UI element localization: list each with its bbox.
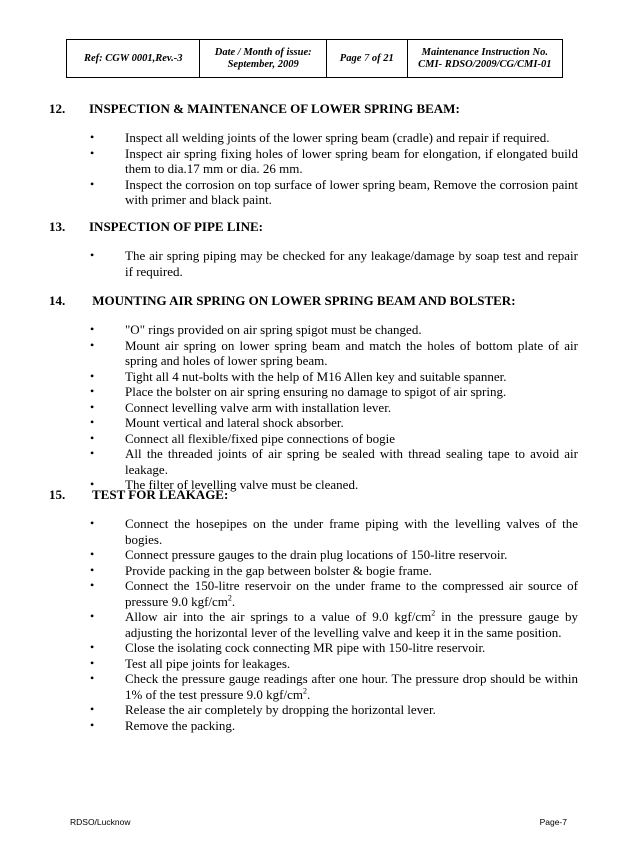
section-heading [49,101,578,117]
list-item: • Connect pressure gauges to the drain plug locations of 150-litre reservoir. [90,547,508,562]
instruction-cell [408,40,562,77]
bullet-icon: • [90,430,95,445]
list-item: • The air spring piping may be checked for any leakage/damage by soap test and repair if required. [90,248,578,279]
section-13-list [49,248,578,279]
page-prefix: Page [339,52,362,64]
bullet-icon: • [90,368,95,383]
list-item: • Allow air into the air springs to a value of 9.0 kgf/$cm^2$ in the pressure gauge by adjusting the horizontal lever of the levelling valve and keep it in the same position. [90,608,578,640]
section-14-list [49,322,578,493]
section-title: INSPECTION OF PIPE LINE: [89,219,263,234]
list-item: • Connect the hosepipes on the under frame piping with the levelling valves of the bogies. [90,516,578,547]
list-item: • Tight all 4 nut-bolts with the help of M16 Allen key and suitable spanner. [90,368,507,384]
bullet-icon: • [90,516,95,530]
section-title: MOUNTING AIR SPRING ON LOWER SPRING BEAM AND BOLSTER: [89,293,516,308]
date-cell [200,40,326,77]
section-number: 15. [49,487,66,502]
page-total: of 21 [371,52,394,64]
section-13 [49,219,578,235]
section-number: 12. [49,101,66,116]
bullet-icon: • [90,384,95,398]
document-header-table [66,39,563,78]
bullet-icon: • [90,702,95,716]
list-item: • Connect the 150-litre reservoir on the under frame to the compressed air source of pressure 9.0 kgf/$cm^2$. [90,578,578,609]
section-number: 14. [49,293,66,308]
section-12-list [49,130,578,208]
list-item: • Mount vertical and lateral shock absorber. [90,415,344,430]
list-item: • Connect all flexible/fixed pipe connections of bogie [90,430,396,446]
section-12 [49,101,578,117]
list-item: • "O" rings provided on air spring spigot must be changed. [90,322,422,337]
bullet-icon: • [90,547,95,561]
section-15 [49,487,578,503]
bullet-icon: • [90,399,95,414]
list-item: • The filter of levelling valve must be cleaned. [90,477,359,492]
section-15-list [49,516,578,733]
list-item: • All the threaded joints of air spring be sealed with thread sealing tape to avoid air leakage. [90,446,578,477]
instruction-number: CMI- RDSO/2009/CG/CMI-01 [418,58,552,70]
bullet-icon: • [90,562,95,577]
bullet-icon: • [90,717,95,732]
bullet-icon: • [90,130,95,144]
section-number: 13. [49,219,66,234]
bullet-icon: • [90,176,95,191]
list-item: • Inspect all welding joints of the lower spring beam (cradle) and repair if required. [90,130,550,145]
section-title: TEST FOR LEAKAGE: [89,487,229,502]
list-item: • Check the pressure gauge readings after one hour. The pressure drop should be within 1% of the test pressure 9.0 kgf/$cm^2$. [90,671,578,702]
reference-text: Ref: CGW 0001,Rev.-3 [83,52,183,64]
bullet-icon: • [90,446,95,460]
list-item: • Test all pipe joints for leakages. [90,655,291,671]
section-14 [49,293,578,309]
page-number: 7 [364,52,370,64]
list-item: • Connect levelling valve arm with installation lever. [90,399,392,415]
section-title: INSPECTION & MAINTENANCE OF LOWER SPRING BEAM: [89,101,460,116]
list-item: • Inspect air spring fixing holes of lower spring beam for elongation, if elongated build them to dia.17 mm or dia. 26 mm. [90,145,578,176]
bullet-icon: • [90,578,95,592]
bullet-icon: • [90,609,95,623]
bullet-icon: • [90,145,95,160]
bullet-icon: • [90,477,95,491]
list-item: • Close the isolating cock connecting MR pipe with 150-litre reservoir. [90,640,486,655]
section-heading [49,487,578,503]
footer-page-number: Page-7 [539,817,567,827]
reference-cell [67,40,200,77]
bullet-icon: • [90,671,95,685]
bullet-icon: • [90,248,95,262]
section-heading [49,293,578,309]
instruction-label: Maintenance Instruction No. [421,46,548,58]
list-item: • Mount air spring on lower spring beam and match the holes of bottom plate of air spring and holes of lower spring beam. [90,337,578,368]
section-heading [49,219,578,235]
list-item: • Remove the packing. [90,717,236,733]
date-value: September, 2009 [227,58,299,70]
list-item: • Place the bolster on air spring ensuring no damage to spigot of air spring. [90,384,507,399]
bullet-icon: • [90,655,95,670]
date-label: Date / Month of issue: [214,46,312,58]
bullet-icon: • [90,322,95,336]
bullet-icon: • [90,415,95,429]
list-item: • Provide packing in the gap between bolster & bogie frame. [90,562,432,578]
list-item: • Inspect the corrosion on top surface of lower spring beam, Remove the corrosion paint with primer and black paint. [90,176,578,207]
page-cell [327,40,408,77]
bullet-icon: • [90,337,95,352]
bullet-icon: • [90,640,95,654]
list-item: • Release the air completely by dropping the horizontal lever. [90,702,436,717]
footer-organization: RDSO/Lucknow [70,817,131,827]
